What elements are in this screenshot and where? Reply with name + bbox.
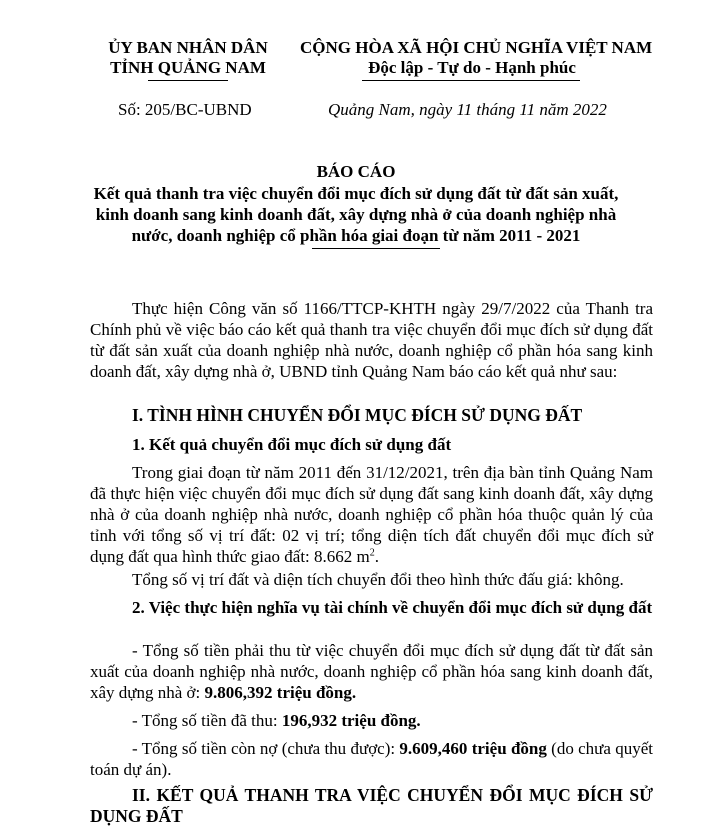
area-unit-superscript: 2 [369,547,375,559]
national-title [300,38,653,78]
paragraph-auction: Tổng số vị trí đất và diện tích chuyển đổi theo hình thức đấu giá: không. [132,570,624,589]
section-2-heading: II. KẾT QUẢ THANH TRA VIỆC CHUYỂN ĐỔI MỤC ĐÍCH SỬ DỤNG ĐẤT [90,785,653,826]
report-subject-line2: kinh doanh sang kinh doanh đất, xây dựng nhà ở của doanh nghiệp nhà [95,205,617,224]
intro-paragraph: Thực hiện Công văn số 1166/TTCP-KHTH ngày 29/7/2022 của Thanh tra Chính phủ về việc báo cáo kết quả thanh tra việc chuyển đổi mục đích sử dụng đất từ đất sản xuất của doanh nghiệp nhà nước, doanh nghiệp cổ phần hóa sang kinh doanh đất, xây dựng nhà ở, UBND tỉnh Quảng Nam báo cáo kết quả như sau: [90,299,653,381]
bullet-total-outstanding-tail: (do chưa quyết toán dự án). [90,739,654,779]
bullet-total-collected [90,710,653,731]
total-collected-value: 196,932 triệu đồng. [281,711,421,730]
national-title-line1: CỘNG HÒA XÃ HỘI CHỦ NGHĨA VIỆT NAM [300,38,653,57]
section-1-heading: I. TÌNH HÌNH CHUYỂN ĐỔI MỤC ĐÍCH SỬ DỤNG ĐẤT [132,405,583,425]
bullet-total-receivable-text: - Tổng số tiền phải thu từ việc chuyển đổi mục đích sử dụng đất từ đất sản xuất của doanh nghiệp nhà nước, doanh nghiệp cổ phần hóa sang kinh doanh đất, xây dựng nhà ở: [90,641,653,702]
paragraph-land-conversion [90,462,653,567]
national-motto: Độc lập - Tự do - Hạnh phúc [368,58,576,77]
document-number: Số: 205/BC-UBND [118,100,252,119]
paragraph-land-conversion-text: Trong giai đoạn từ năm 2011 đến 31/12/2021, trên địa bàn tỉnh Quảng Nam đã thực hiện việc chuyển đổi mục đích sử dụng đất sang kinh doanh đất, xây dựng nhà ở của doanh nghiệp nhà nước, doanh nghiệp cổ phần hóa thuộc quản lý của tỉnh với tổng số vị trí đất: 02 vị trí; tổng diện tích đất chuyển đổi mục đích sử dụng đất qua hình thức giao đất: 8.662 m [90,463,653,566]
subsection-1-heading: 1. Kết quả chuyển đổi mục đích sử dụng đất [132,435,452,454]
bullet-total-collected-text: - Tổng số tiền đã thu: [132,711,282,730]
paragraph-land-conversion-end: . [374,547,380,566]
issuing-authority-line1: ỦY BAN NHÂN DÂN [108,38,268,57]
bullet-total-receivable [90,640,653,703]
bullet-total-outstanding-text: - Tổng số tiền còn nợ (chưa thu được): [132,739,400,758]
total-outstanding-value: 9.609,460 triệu đồng [399,739,547,758]
issuing-authority-line2: TỈNH QUẢNG NAM [110,58,266,77]
total-receivable-value: 9.806,392 triệu đồng. [204,683,357,702]
title-underline [312,248,440,249]
subsection-2-heading: 2. Việc thực hiện nghĩa vụ tài chính về chuyển đổi mục đích sử dụng đất [132,598,653,617]
report-subject-line3: nước, doanh nghiệp cổ phần hóa giai đoạn từ năm 2011 - 2021 [131,226,581,245]
bullet-total-outstanding [90,738,653,780]
place-date: Quảng Nam, ngày 11 tháng 11 năm 2022 [328,100,607,119]
report-subject-line1: Kết quả thanh tra việc chuyển đổi mục đích sử dụng đất từ đất sản xuất, [93,184,619,203]
authority-underline [148,80,228,81]
report-heading: BÁO CÁO [316,162,396,181]
motto-underline [362,80,580,81]
issuing-authority [90,38,286,78]
